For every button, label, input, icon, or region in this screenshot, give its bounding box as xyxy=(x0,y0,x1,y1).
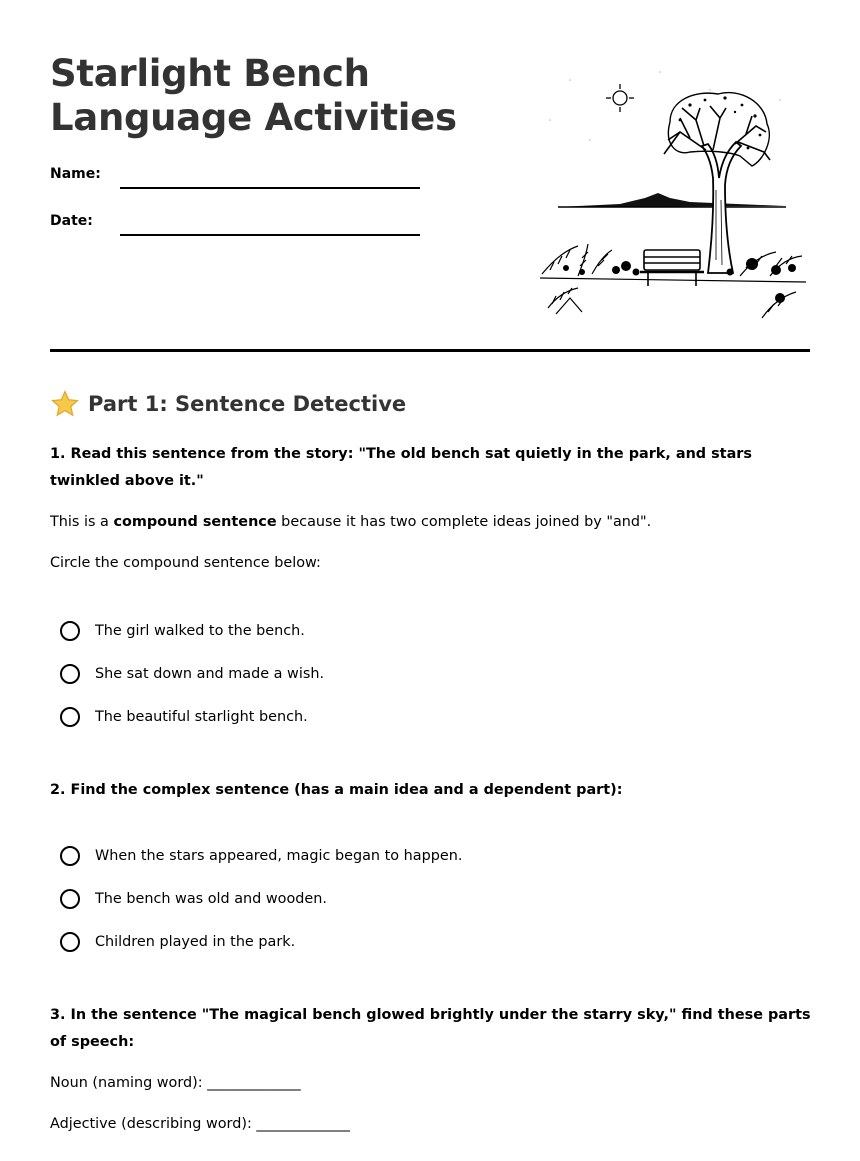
option-label: The girl walked to the bench. xyxy=(95,623,305,639)
park-bench-illustration xyxy=(530,60,820,330)
question-3-prompt: 3. In the sentence "The magical bench glowed brightly under the starry sky," find these parts of speech: xyxy=(50,1007,811,1050)
date-field[interactable] xyxy=(120,234,420,236)
date-label: Date: xyxy=(50,213,93,229)
mountains-icon xyxy=(558,193,785,207)
option-label: She sat down and made a wish. xyxy=(95,666,325,682)
header-divider xyxy=(50,349,810,352)
page-title xyxy=(50,52,457,140)
q2-option-3[interactable] xyxy=(60,929,295,955)
title-line-1: Starlight Bench xyxy=(50,52,370,95)
part-1-heading xyxy=(50,386,406,422)
option-label: Children played in the park. xyxy=(95,934,296,950)
radio-circle[interactable] xyxy=(60,621,80,641)
question-1-prompt: 1. Read this sentence from the story: "The old bench sat quietly in the park, and stars twinkled above it." xyxy=(50,446,752,489)
noun-answer-line[interactable]: Noun (naming word): _____________ xyxy=(50,1075,301,1091)
option-label: When the stars appeared, magic began to happen. xyxy=(95,848,463,864)
radio-circle[interactable] xyxy=(60,932,80,952)
question-1-explanation: This is a compound sentence because it has two complete ideas joined by "and". xyxy=(50,514,652,530)
radio-circle[interactable] xyxy=(60,664,80,684)
q1-option-3[interactable] xyxy=(60,704,308,730)
adjective-answer-line[interactable]: Adjective (describing word): _____________ xyxy=(50,1116,350,1132)
radio-circle[interactable] xyxy=(60,846,80,866)
title-line-2: Language Activities xyxy=(50,96,457,139)
radio-circle[interactable] xyxy=(60,889,80,909)
question-1-instruction: Circle the compound sentence below: xyxy=(50,555,321,571)
name-field[interactable] xyxy=(120,187,420,189)
q2-option-2[interactable] xyxy=(60,886,327,912)
q1-option-2[interactable] xyxy=(60,661,324,687)
q1-option-1[interactable] xyxy=(60,618,305,644)
star-icon xyxy=(50,389,80,419)
radio-circle[interactable] xyxy=(60,707,80,727)
option-label: The beautiful starlight bench. xyxy=(95,709,308,725)
q2-option-1[interactable] xyxy=(60,843,462,869)
name-label: Name: xyxy=(50,166,101,182)
option-label: The bench was old and wooden. xyxy=(95,891,327,907)
tree-canopy-icon xyxy=(668,93,769,166)
compound-sentence-term: compound sentence xyxy=(113,514,277,530)
sun-sparkle-icon xyxy=(606,84,634,112)
question-2-prompt: 2. Find the complex sentence (has a main idea and a dependent part): xyxy=(50,782,623,798)
part-1-title: Part 1: Sentence Detective xyxy=(88,392,407,416)
